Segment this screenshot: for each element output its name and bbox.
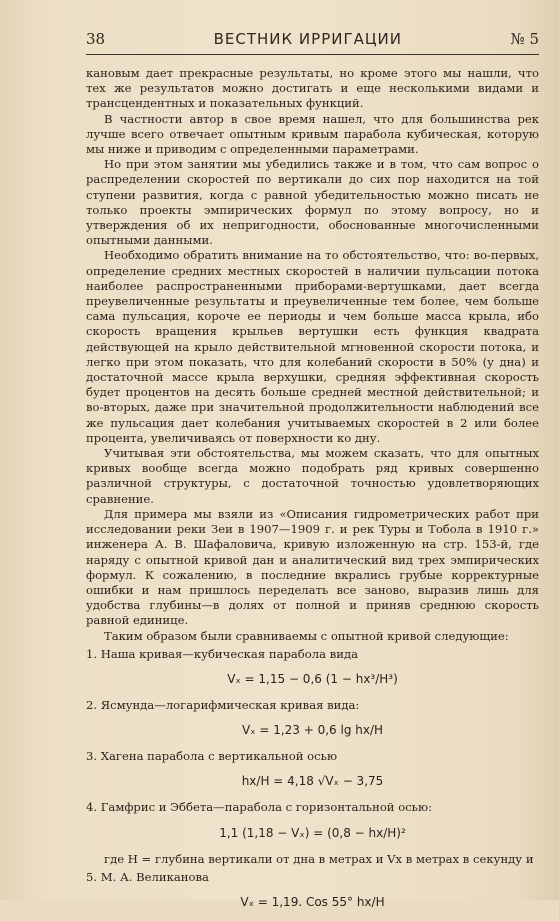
paragraph: Для примера мы взяли из «Описания гидрометрических работ при исследовании реки Зеи в 1907—1909 г. и рек Туры и Тобола в 1910 г.» инженера А. В. Шафаловича, кривую изложенную на стр. 153-й, где наряду с опытной кривой дан и аналитический вид трех эмпирических формул. К сожалению, в последние вкрались грубые корректурные ошибки и нам пришлось переделать все заново, выразив лишь для удобства глубины—в долях от полной и приняв среднюю скорость равной единице.: [86, 506, 539, 628]
list-item: [86, 698, 539, 743]
formula: hx/H = 4,18 √Vₓ − 3,75: [241, 774, 384, 789]
paragraph: Но при этом занятии мы убедились также и в том, что сам вопрос о распределении скоростей по вертикали до сих пор находится на той ступени развития, когда с равной убедительностью можно писать не только проекты эмпирических формул по этому вопросу, но и утверждения об их непригодности, обоснованные многочисленными опытными данными.: [86, 157, 539, 248]
list-item: [86, 647, 539, 692]
paragraph: В частности автор в свое время нашел, что для большинства рек лучше всего отвечает опытным кривым парабола кубическая, которую мы ниже и приводим с определенными параметрами.: [86, 111, 539, 157]
list-item-label: 4. Гамфрис и Эббета—парабола с горизонтальной осью:: [86, 800, 432, 815]
list-item: [86, 870, 539, 915]
formula: Vₓ = 1,19. Cos 55° hx/H: [240, 894, 385, 909]
paragraph: кановым дает прекрасные результаты, но кроме этого мы нашли, что тех же результатов можно достигать и еще несколькими видами и трансцендентных и показательных функций.: [86, 66, 539, 111]
list-item-label: 1. Наша кривая—кубическая парабола вида: [86, 646, 359, 661]
formula: Vₓ = 1,23 + 0,6 lg hx/H: [241, 723, 384, 738]
article-body: [86, 66, 539, 921]
formula: Vₓ = 1,15 − 0,6 (1 − hx³/H³): [227, 671, 398, 686]
list-item: [86, 800, 539, 845]
paragraph: Таким образом были сравниваемы с опытной кривой следующие:: [104, 628, 509, 643]
where-note: где H = глубина вертикали от дна в метрах и Vx в метрах в секунду и: [104, 851, 534, 866]
list-item: [86, 749, 539, 794]
page-header: [86, 30, 539, 52]
list-item-label: 2. Ясмунда—логарифмическая кривая вида:: [86, 697, 360, 712]
journal-title: ВЕСТНИК ИРРИГАЦИИ: [213, 30, 402, 48]
list-item-label: 3. Хагена парабола с вертикальной осью: [86, 749, 338, 764]
header-rule: [86, 54, 539, 55]
issue-number: № 5: [510, 30, 539, 48]
paragraph: Учитывая эти обстоятельства, мы можем сказать, что для опытных кривых вообще всегда можно подобрать ряд кривых совершенно различной структуры, с достаточной точностью удовлетворяющих сравнение.: [86, 446, 539, 506]
paragraph: Необходимо обратить внимание на то обстоятельство, что: во-первых, определение средних местных скоростей в наличии пульсации потока наиболее распространенными приборами-вертушками, дает всегда преувеличенные результаты и преувеличенные тем более, чем больше сама пульсация, короче ее периоды и чем больше масса крыла, ибо скорость вращения крыльев вертушки есть функция квадрата действующей на крыло действительной мгновенной скорости потока, и легко при этом показать, что для колебаний скорости в 50% (у дна) и достаточной массе крыла верхушки, средняя эффективная скорость будет процентов на десять больше средней местной действительной; и во-вторых, даже при значительной продолжительности наблюдений все же пульсация дает колебания учитываемых скоростей в 2 или более процента, увеличиваясь от поверхности ко дну.: [86, 248, 539, 445]
page-number: 38: [86, 30, 106, 48]
list-item-label: 5. М. А. Великанова: [86, 869, 209, 884]
formula: 1,1 (1,18 − Vₓ) = (0,8 − hx/H)²: [219, 825, 406, 840]
